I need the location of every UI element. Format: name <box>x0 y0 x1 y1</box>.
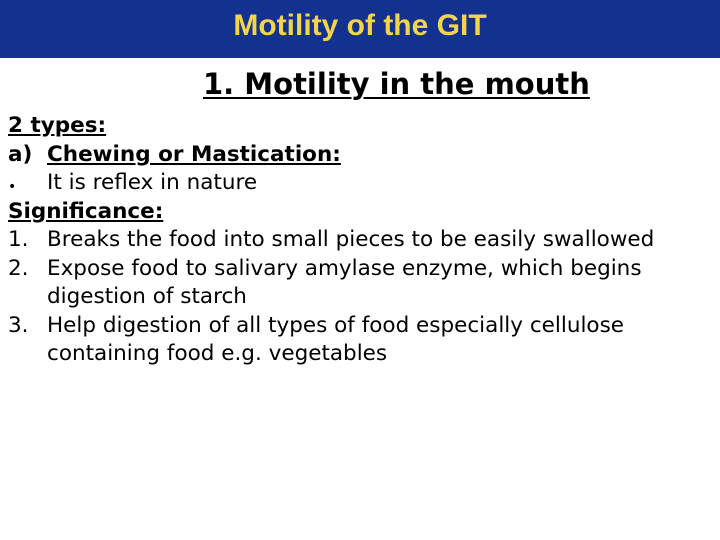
slide-title: Motility of the GIT <box>233 9 487 42</box>
list-item-2-text-line-2: digestion of starch <box>47 284 247 309</box>
reflex-bullet-line <box>8 169 713 198</box>
section-subtitle: 1. Motility in the mouth <box>203 67 590 101</box>
bullet-dot-icon: • <box>8 179 17 195</box>
reflex-bullet-text: It is reflex in nature <box>47 170 258 195</box>
list-item-3-text-line-2: containing food e.g. vegetables <box>47 341 388 366</box>
list-item-2 <box>8 255 713 284</box>
types-heading: 2 types: <box>8 113 107 138</box>
list-item-1-text: Breaks the food into small pieces to be easily swallowed <box>47 227 655 252</box>
chewing-heading: Chewing or Mastication: <box>47 141 341 167</box>
list-item-3-marker: 3. <box>8 312 29 338</box>
significance-heading: Significance: <box>8 198 164 224</box>
chewing-line <box>8 141 713 170</box>
list-item-2-marker: 2. <box>8 255 29 281</box>
list-item-3 <box>8 312 713 341</box>
chewing-marker: a) <box>8 141 33 167</box>
types-heading-line <box>8 112 713 141</box>
list-item-1-marker: 1. <box>8 227 29 252</box>
list-item-3-continuation <box>8 340 713 369</box>
significance-heading-line <box>8 198 713 227</box>
list-item-1 <box>8 226 713 255</box>
slide-body <box>8 112 713 369</box>
list-item-3-text-line-1: Help digestion of all types of food especially cellulose <box>47 312 625 338</box>
list-item-2-text-line-1: Expose food to salivary amylase enzyme, which begins <box>47 255 642 281</box>
list-item-2-continuation <box>8 283 713 312</box>
